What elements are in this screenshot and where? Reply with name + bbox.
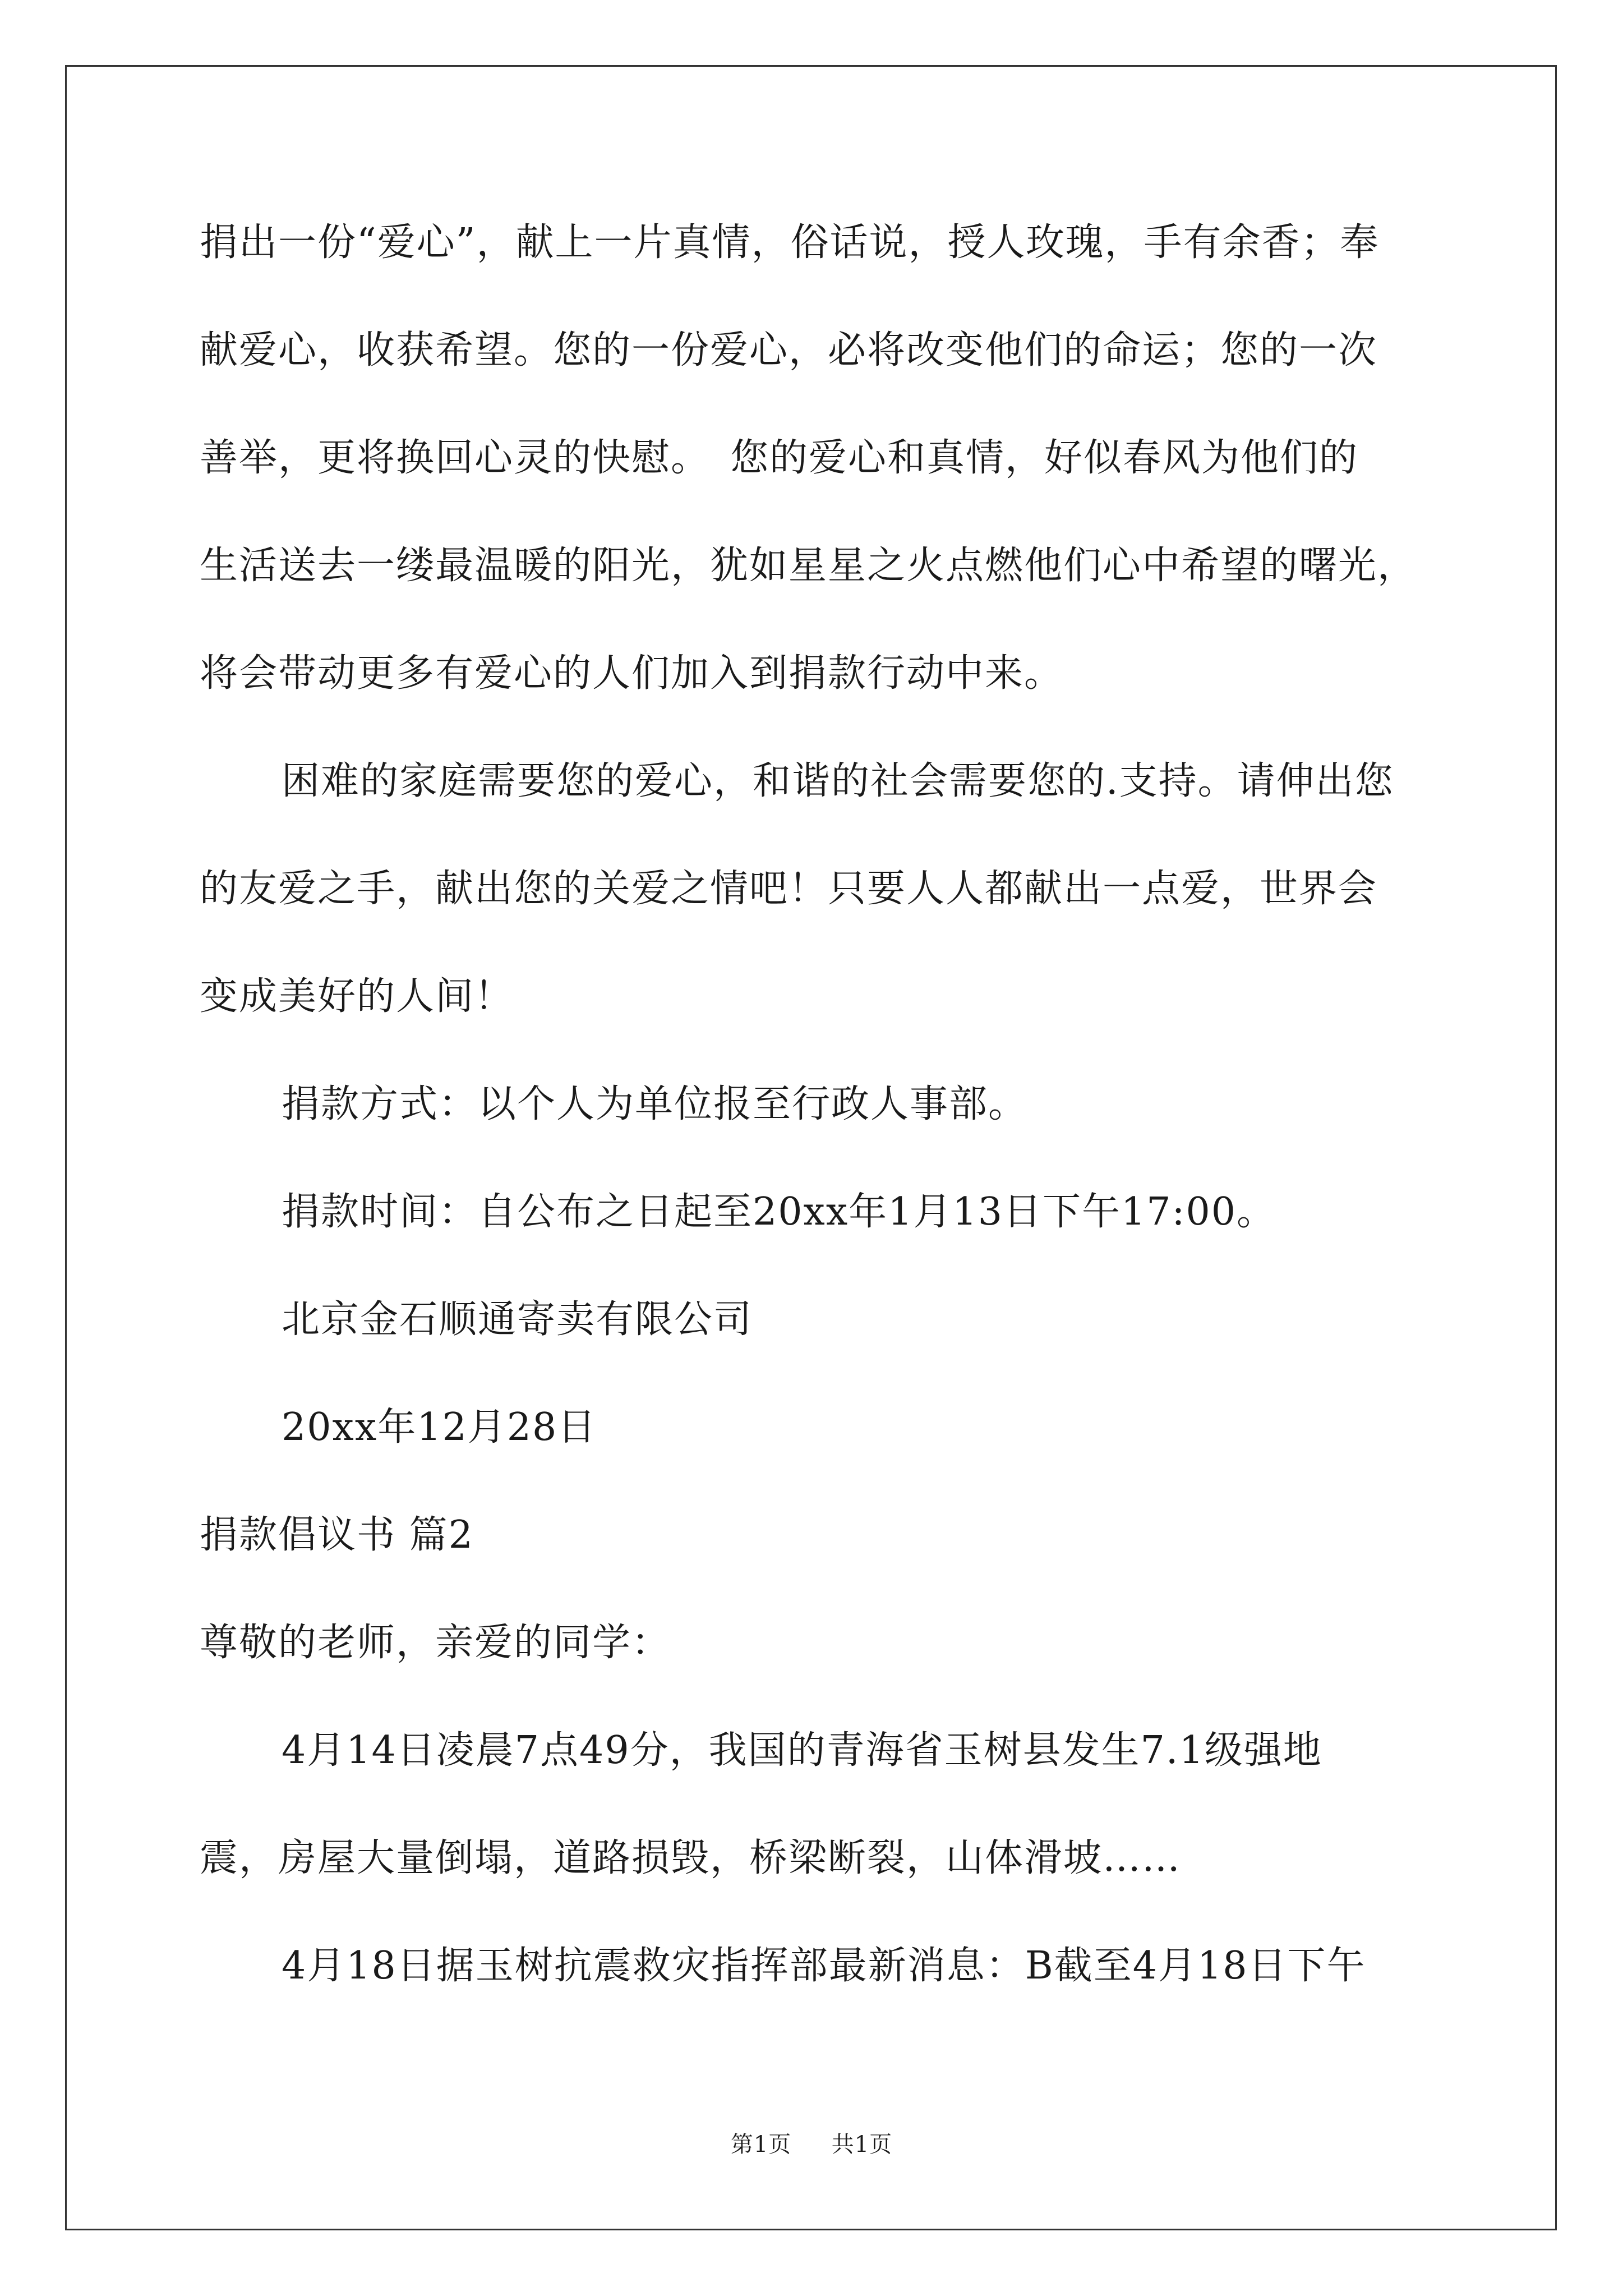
paragraph-line: 捐出一份“爱心”，献上一片真情，俗话说，授人玫瑰，手有余香；奉 [200, 220, 1380, 265]
paragraph-line: 将会带动更多有爱心的人们加入到捐款行动中来。 [200, 651, 1064, 696]
paragraph-line: 生活送去一缕最温暖的阳光，犹如星星之火点燃他们心中希望的曙光， [200, 544, 1417, 588]
paragraph-line: 的友爱之手，献出您的关爱之情吧！只要人人都献出一点爱，世界会 [200, 867, 1378, 911]
page-number: 第1页 [730, 2132, 792, 2157]
paragraph-line: 4月18日据玉树抗震救灾指挥部最新消息：B截至4月18日下午 [282, 1944, 1366, 1988]
document-date: 20xx年12月28日 [282, 1405, 597, 1450]
salutation: 尊敬的老师，亲爱的同学： [200, 1621, 671, 1665]
paragraph-line: 善举，更将换回心灵的快慰。 您的爱心和真情，好似春风为他们的 [200, 436, 1359, 480]
page-total: 共1页 [831, 2132, 893, 2157]
paragraph-line: 困难的家庭需要您的爱心，和谐的社会需要您的.支持。请伸出您 [282, 759, 1394, 803]
page-footer [0, 2129, 1623, 2160]
paragraph-line: 震，房屋大量倒塌，道路损毁，桥梁断裂，山体滑坡…… [200, 1836, 1182, 1880]
document-body [200, 216, 1450, 2047]
company-name: 北京金石顺通寄卖有限公司 [282, 1297, 753, 1342]
donation-method: 捐款方式：以个人为单位报至行政人事部。 [282, 1082, 1028, 1126]
donation-time: 捐款时间：自公布之日起至20xx年1月13日下午17:00。 [282, 1190, 1276, 1234]
paragraph-line: 献爱心，收获希望。您的一份爱心，必将改变他们的命运；您的一次 [200, 328, 1378, 372]
paragraph-line: 4月14日凌晨7点49分，我国的青海省玉树县发生7.1级强地 [282, 1728, 1322, 1773]
section-heading: 捐款倡议书 篇2 [200, 1513, 474, 1557]
paragraph-line: 变成美好的人间！ [200, 974, 514, 1019]
